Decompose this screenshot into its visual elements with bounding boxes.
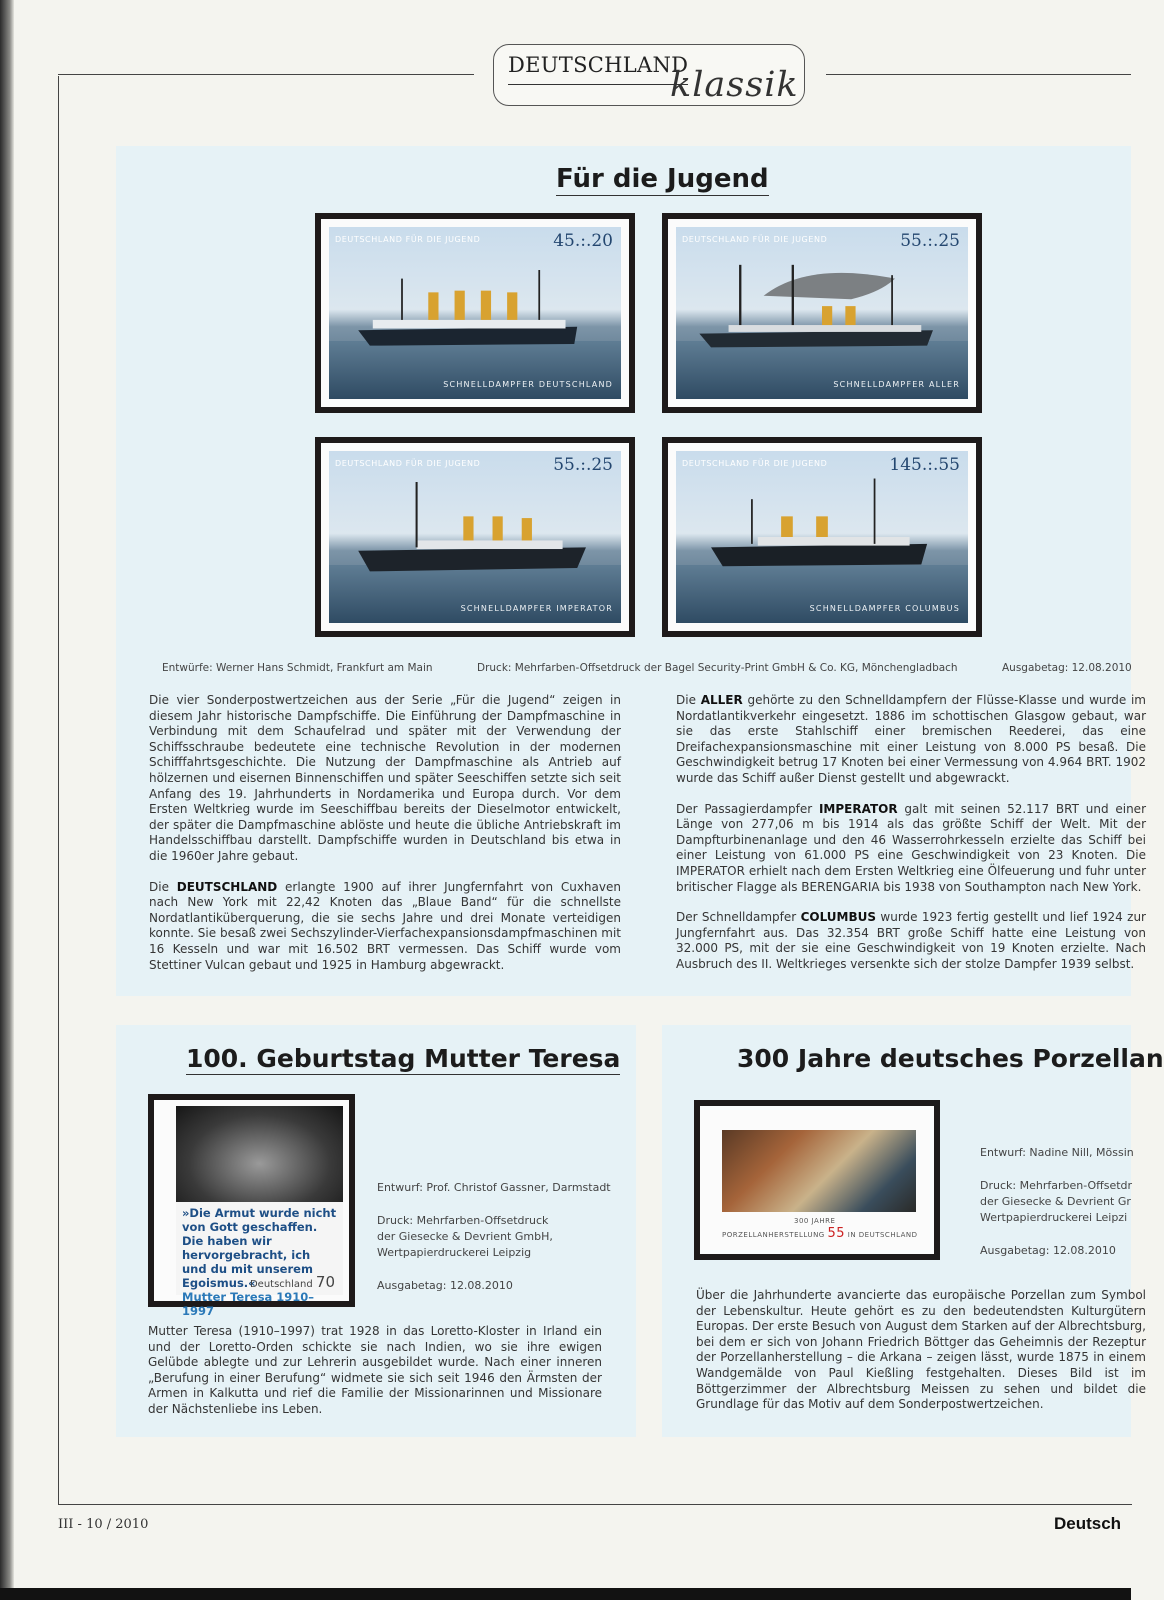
ship-aller-illustration <box>676 227 968 399</box>
painting-illustration <box>722 1130 916 1212</box>
caption-date: Ausgabetag: 12.08.2010 <box>1002 662 1132 674</box>
info-mutter-teresa <box>377 1180 627 1300</box>
title-porzellan: 300 Jahre deutsches Porzellan <box>737 1044 1164 1073</box>
info-date: Ausgabetag: 12.08.2010 <box>980 1244 1116 1257</box>
stamp-ship-name: SCHNELLDAMPFER COLUMBUS <box>809 604 960 613</box>
stamp-aller <box>662 213 982 413</box>
logo-deutschland-klassik <box>493 44 805 106</box>
text-mutter-teresa: Mutter Teresa (1910–1997) trat 1928 in das Loretto-Kloster in Irland ein und der Loretto-Orden schickte sie nach Indien, wo sie ihre ewigen Gelübde ablegte und zur Lehrerin ausgebildet wurde. Nach einer inneren „Berufung in einer Berufung“ widmete sie sich seit 1946 den Ärmsten der Armen in Kalkutta und rief die Familie der Missionarinnen und Missionare der Nächstenliebe ins Leben. <box>148 1324 602 1416</box>
info-print-2: der Giesecke & Devrient GmbH, <box>377 1230 553 1243</box>
paragraph-deutschland: Die DEUTSCHLAND erlangte 1900 auf ihrer Jungfernfahrt von Cuxhaven nach New York mit 22,42 Knoten das „Blaue Band“ für die schnellste Nordatlantiküberquerung, die sie sechs Jahre und drei Monate verteidigen konnte. Sie besaß zwei Sechszylinder-Vierfachexpansionsdampfmaschinen mit 16 Kesseln und war mit 16.502 BRT vermessen. Das Schiff wurde vom Stettiner Vulcan gebaut und 1925 in Hamburg abgewrackt. <box>149 879 621 972</box>
info-design: Entwurf: Prof. Christof Gassner, Darmstadt <box>377 1181 611 1194</box>
stamp-value: 55.:.25 <box>553 455 613 475</box>
stamp-country-value: Deutschland 70 <box>249 1273 335 1291</box>
paragraph-intro: Die vier Sonderpostwertzeichen aus der Serie „Für die Jugend“ zeigen in diesem Jahr historische Dampfschiffe. Die Einführung der Dampfmaschine in Verbindung mit dem Schaufelrad und später mit der Verwendung der Schiffsschraube bedeutete eine technische Revolution in der modernen Schifffahrtsgeschichte. Die Nutzung der Dampfmaschine als Antrieb auf hölzernen und eisernen Binnenschiffen und später Seeschiffen setzte sich seit Anfang des 19. Jahrhunderts in Nordamerika und Europa durch. Vor dem Ersten Weltkrieg wurde im Seeschiffbau bereits der Dieselmotor entwickelt, der später die Dampfmaschine ablöste und heute die übliche Antriebskraft im Handelsschiffbau darstellt. Dampfschiffe wurden in Deutschland bis etwa in die 1960er Jahre gebaut. <box>149 693 621 863</box>
stamp-value: 145.:.55 <box>889 455 960 475</box>
paragraph-imperator: Der Passagierdampfer IMPERATOR galt mit seinen 52.117 BRT und einer Länge von 277,06 m bis 1914 als das größte Schiff der Welt. Mit der Dampfturbinenanlage und den 46 Wasserrohrkesseln erzielte das Schiff bei einer Leistung von 61.000 PS eine Geschwindigkeit von 23 Knoten. Die IMPERATOR erhielt nach dem Ersten Weltkrieg eine Ölfeuerung und fuhr unter britischer Flagge als BERENGARIA bis 1938 von Southampton nach New York. <box>676 801 1147 894</box>
stamp-imperator <box>315 437 635 637</box>
stamp-line-1: 300 JAHRE <box>794 1217 836 1225</box>
footer-page-number: III - 10 / 2010 <box>58 1517 149 1532</box>
ship-deutschland-illustration <box>329 227 621 399</box>
caption-design: Entwürfe: Werner Hans Schmidt, Frankfurt am Main <box>162 662 433 674</box>
info-print-2: der Giesecke & Devrient Gr <box>980 1195 1131 1208</box>
info-print-3: Wertpapierdruckerei Leipzig <box>377 1246 532 1259</box>
stamp-ship-name: SCHNELLDAMPFER DEUTSCHLAND <box>443 380 613 389</box>
stamp-columbus <box>662 437 982 637</box>
ship-name-bold: DEUTSCHLAND <box>176 879 278 894</box>
text-porzellan: Über die Jahrhunderte avancierte das europäische Porzellan zum Symbol der Lebenskultur. Heute gehört es zu den bedeutendsten Kulturgütern Europas. Der erste Besuch von August dem Starken auf der Albrechtsburg, bei dem er sich von Johann Friedrich Böttger das Geheimnis der Rezeptur der Porzellanherstellung – die Arkana – zeigen lässt, wurde 1875 in einem Wandgemälde von Paul Kießling festgehalten. Dieses Bild ist im Böttgerzimmer der Albrechtsburg Meissen zu sehen und bildet die Grundlage für das Motiv auf dem Sonderpostwertzeichen. <box>696 1288 1146 1412</box>
ship-imperator-illustration <box>329 451 621 623</box>
ship-name-bold: ALLER <box>700 693 743 707</box>
title-fuer-die-jugend: Für die Jugend <box>556 164 769 194</box>
portrait-photo <box>176 1106 343 1202</box>
stamp-porzellan <box>694 1100 940 1260</box>
ship-name-bold: COLUMBUS <box>800 910 877 925</box>
stamp-line-2: PORZELLANHERSTELLUNG 55 IN DEUTSCHLAND <box>722 1226 918 1241</box>
stamp-person-name: Mutter Teresa 1910–1997 <box>182 1290 315 1318</box>
stamp-deutschland <box>315 213 635 413</box>
stamp-value: 45.:.20 <box>553 231 613 251</box>
stamp-value: 55.:.25 <box>900 231 960 251</box>
caption-print: Druck: Mehrfarben-Offsetdruck der Bagel Security-Print GmbH & Co. KG, Mönchengladbach <box>477 662 958 674</box>
title-mutter-teresa: 100. Geburtstag Mutter Teresa <box>186 1044 621 1073</box>
paragraph-columbus: Der Schnelldampfer COLUMBUS wurde 1923 fertig gestellt und lief 1924 zur Jungfernfahrt aus. Das 32.354 BRT große Schiff hatte eine Leistung von 32.000 PS, mit der sie eine Geschwindigkeit von 19 Knoten erzielte. Nach Ausbruch des II. Weltkrieges versenkte sich der stolze Dampfer 1939 selbst. <box>676 910 1146 971</box>
stamp-quote: »Die Armut wurde nicht von Gott geschaffen. Die haben wir hervorgebracht, ich und du mit unserem Egoismus.« Mutter Teresa 1910–1997 <box>182 1206 337 1318</box>
text-column-left <box>149 693 621 988</box>
ship-name-bold: IMPERATOR <box>818 801 898 816</box>
ship-columbus-illustration <box>676 451 968 623</box>
rule-left <box>58 74 474 75</box>
info-design: Entwurf: Nadine Nill, Mössin <box>980 1146 1134 1159</box>
stamp-ship-name: SCHNELLDAMPFER ALLER <box>833 380 960 389</box>
info-print-3: Wertpapierdruckerei Leipzi <box>980 1211 1128 1224</box>
stamp-header: DEUTSCHLAND FÜR DIE JUGEND <box>335 235 481 244</box>
stamp-mutter-teresa <box>148 1094 355 1318</box>
logo-script: klassik <box>670 65 799 105</box>
rule-right <box>826 74 1131 75</box>
info-print-1: Druck: Mehrfarben-Offsetdr <box>980 1179 1133 1192</box>
info-print-1: Druck: Mehrfarben-Offsetdruck <box>377 1214 549 1227</box>
scan-edge-left <box>0 0 14 1600</box>
stamp-header: DEUTSCHLAND FÜR DIE JUGEND <box>682 235 828 244</box>
stamp-header: DEUTSCHLAND FÜR DIE JUGEND <box>682 459 828 468</box>
logo-underline <box>508 84 688 85</box>
stamp-ship-name: SCHNELLDAMPFER IMPERATOR <box>460 604 613 613</box>
scan-edge-bottom <box>0 1588 1131 1600</box>
info-date: Ausgabetag: 12.08.2010 <box>377 1279 513 1292</box>
info-porzellan <box>980 1145 1134 1265</box>
logo-word: DEUTSCHLAND <box>508 53 689 77</box>
text-column-right <box>676 693 1146 988</box>
paragraph-aller: Die ALLER gehörte zu den Schnelldampfern der Flüsse-Klasse und wurde im Nordatlantikverkehr eingesetzt. 1886 im schottischen Glasgow gebaut, war sie das erste Stahlschiff einer bremischen Reederei, das eine Dreifachexpansionsmaschine mit einer Leistung von 8.000 PS besaß. Die Geschwindigkeit betrug 17 Knoten bei einer Vermessung von 4.964 BRT. 1902 wurde das Schiff außer Dienst gestellt und abgewrackt. <box>676 693 1146 785</box>
stamp-header: DEUTSCHLAND FÜR DIE JUGEND <box>335 459 481 468</box>
footer-publication: Deutsch <box>1054 1514 1122 1533</box>
